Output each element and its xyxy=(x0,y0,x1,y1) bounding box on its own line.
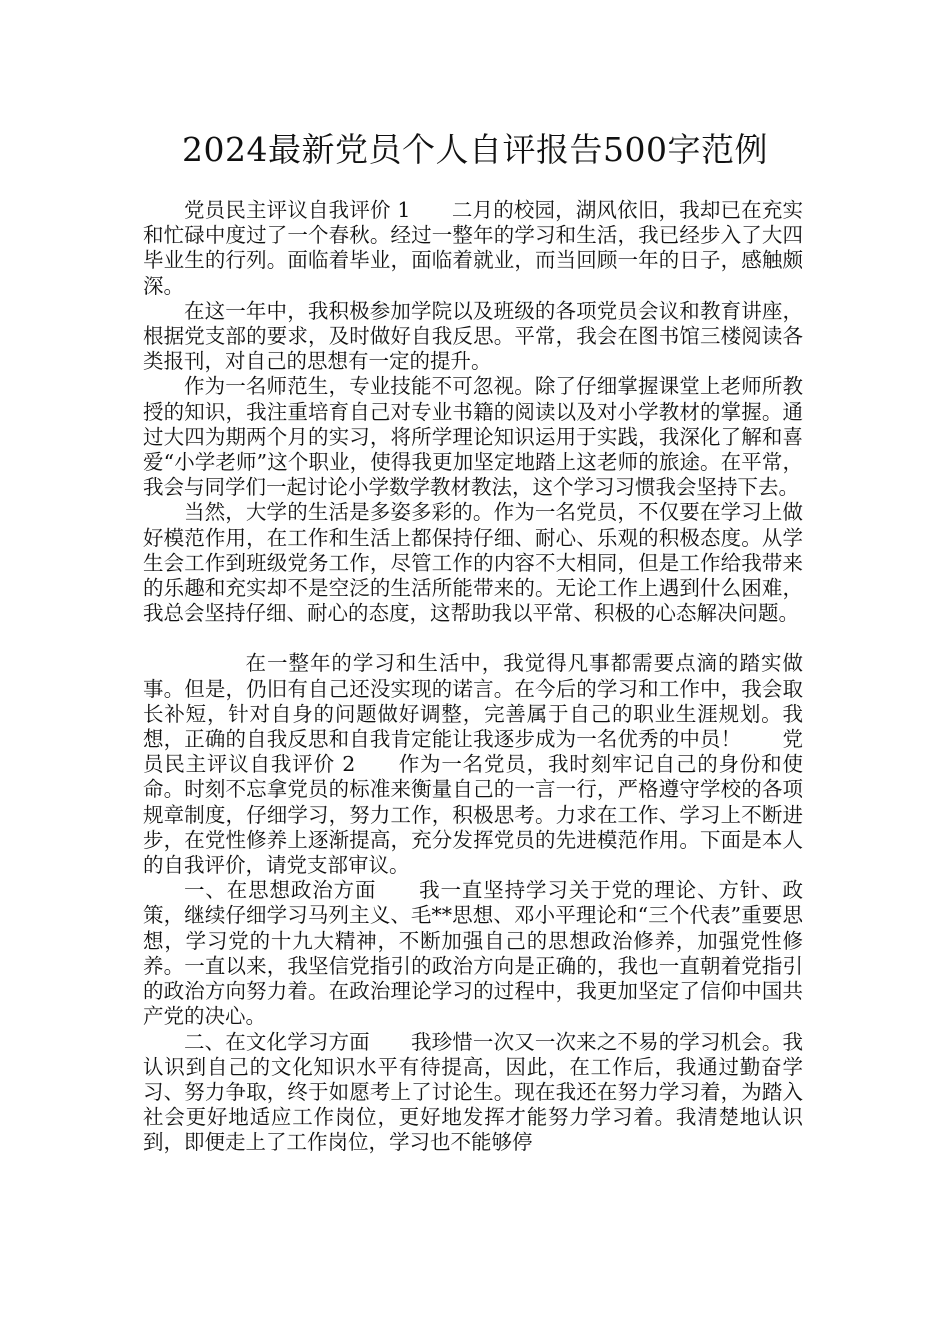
document-title: 2024最新党员个人自评报告500字范例 xyxy=(182,130,768,169)
paragraph-5: 在一整年的学习和生活中，我觉得凡事都需要点滴的踏实做事。但是，仍旧有自己还没实现的诺言。在今后的学习和工作中，我会取长补短，针对自身的问题做好调整，完善属于自己的职业生涯规划。我想，正确的自我反思和自我肯定能让我逐步成为一名优秀的中员！ 党员民主评议自我评价 2 作为一名党员，我时刻牢记自己的身份和使命。时刻不忘拿党员的标准来衡量自己的一言一行，严格遵守学校的各项规章制度，仔细学习，努力工作，积极思考。力求在工作、学习上不断进步，在党性修养上逐渐提高，充分发挥党员的先进模范作用。下面是本人的自我评价，请党支部审议。 xyxy=(143,651,803,878)
paragraph-3: 作为一名师范生，专业技能不可忽视。除了仔细掌握课堂上老师所教授的知识，我注重培育自己对专业书籍的阅读以及对小学教材的掌握。通过大四为期两个月的实习，将所学理论知识运用于实践，我深化了解和喜爱“小学老师”这个职业，使得我更加坚定地踏上这老师的旅途。在平常，我会与同学们一起讨论小学数学教材教法，这个学习习惯我会坚持下去。 xyxy=(143,374,803,500)
paragraph-7: 二、在文化学习方面 我珍惜一次又一次来之不易的学习机会。我认识到自己的文化知识水平有待提高，因此，在工作后，我通过勤奋学习、努力争取，终于如愿考上了讨论生。现在我还在努力学习着，为踏入社会更好地适应工作岗位，更好地发挥才能努力学习着。我清楚地认识到，即便走上了工作岗位，学习也不能够停 xyxy=(143,1029,803,1155)
paragraph-2: 在这一年中，我积极参加学院以及班级的各项党员会议和教育讲座，根据党支部的要求，及时做好自我反思。平常，我会在图书馆三楼阅读各类报刊，对自己的思想有一定的提升。 xyxy=(143,298,803,374)
paragraph-4: 当然，大学的生活是多姿多彩的。作为一名党员，不仅要在学习上做好模范作用，在工作和生活上都保持仔细、耐心、乐观的积极态度。从学生会工作到班级党务工作，尽管工作的内容不大相同，但是工作给我带来的乐趣和充实却不是空泛的生活所能带来的。无论工作上遇到什么困难，我总会坚持仔细、耐心的态度，这帮助我以平常、积极的心态解决问题。 xyxy=(143,500,803,626)
paragraph-1: 党员民主评议自我评价 1 二月的校园，湖风依旧，我却已在充实和忙碌中度过了一个春秋。经过一整年的学习和生活，我已经步入了大四毕业生的行列。面临着毕业，面临着就业，而当回顾一年的日子，感触颇深。 xyxy=(143,198,803,298)
paragraph-6: 一、在思想政治方面 我一直坚持学习关于党的理论、方针、政策，继续仔细学习马列主义、毛**思想、邓小平理论和“三个代表”重要思想，学习党的十九大精神，不断加强自己的思想政治修养，加强党性修养。一直以来，我坚信党指引的政治方向是正确的，我也一直朝着党指引的政治方向努力着。在政治理论学习的过程中，我更加坚定了信仰中国共产党的决心。 xyxy=(143,878,803,1029)
document-body xyxy=(143,198,803,1156)
